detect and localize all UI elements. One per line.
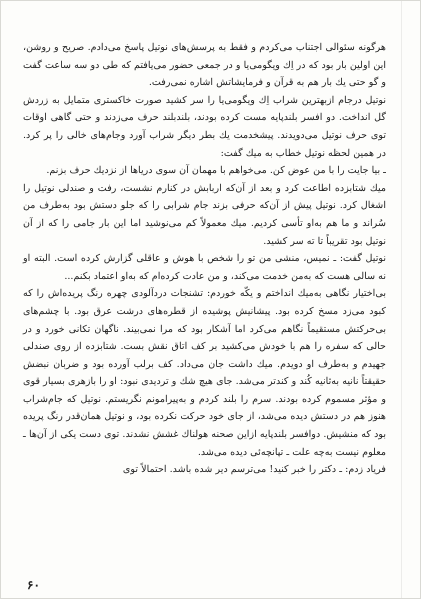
paragraph: بی‌اختیار نگاهی به‌میك انداختم و یکّه خوردم: تشنجات دردآلودی چهره رنگ پریده‌اش را که کبود می‌زد مسخ کرده بود. پیشانیش پوشیده از قطره‌های درشت عرق بود. با چشم‌های بی‌حرکتش مستقیماً نگاهم می‌کرد اما آشکار بود که مرا نمی‌بیند. ناگهان تکانی خورد و در حالی که سفره را هم با خودش می‌کشید بر کف اتاق نقش بست. شتابزده از روی صندلی جهیدم و به‌طرف او دویدم. میك داشت جان می‌داد. کف برلب آورده بود و ضربان نبضش حقیقتاً نا‌نیه به‌ثانیه کُند و کندتر می‌شد. جای هیچ شك و تردیدی نبود: او را بازهری بسیار قوی و مؤثر مسموم کرده بودند. سرم را بلند کردم و به‌پیرامونم نگریستم. نوتیل که جام‌شراب هنوز هم در دستش دیده می‌شد، از جای خود حرکت نکرده بود، و نوتیل همان‌قدر رنگ پریده بود که منشیش. دوافسر بلندپایه ازاین صحنه هولناك غشش نشدند. توی دست یکی از آن‌ها ـ معلوم نیست به‌چه علت ـ تپانچه‌ئی دیده می‌شد. (23, 288, 386, 458)
paragraph: نوتیل درجام ازبهترین شراب اِك ویگومی‌یا را سر کشید صورت خاکستری متمایل به زردش گل انداخت. دو افسر بلندپایه مست کرده بودند، بلندبلند حرف می‌زدند و حتی گاهی اوقات توی حرف نوتیل می‌دویدند. پیشخدمت یك بطر دیگر شراب آورد وجام‌های خالی را پر کرد. در همین لحظه نوتیل خطاب به میك گفت: (23, 94, 386, 159)
paragraph: هرگونه سئوالی اجتناب می‌کردم و فقط به پرسش‌های نوتیل پاسخ می‌دادم. صریح و روشن، این اولین بار بود که در اِك ویگومی‌یا و در جمعی حضور می‌یافتم که طی دو سه ساعت گفت و گو حتی یك بار هم به قرآن و فرمایشاتش اشاره نمی‌رفت. (23, 42, 386, 89)
page-number: ۶۰ (27, 578, 40, 592)
paragraph: نوتیل گفت: ـ نمیس، منشی من تو را شخص با هوش و عاقلی گزارش کرده است. البته او نه سالی هست که به‌من خدمت می‌کند، و من عادت کرده‌ام که به‌او اعتماد بکنم... (23, 253, 386, 282)
body-text (23, 39, 386, 479)
paragraph: فریاد زدم: ـ دکتر را خبر کنید! می‌ترسم دیر شده باشد. احتمالاً توی (122, 464, 386, 476)
paragraph: میك شتابزده اطاعت کرد و بعد از آن‌که اربابش در کنارم نشست، رفت و صندلی نوتیل را اشغال کرد. نوتیل پیش از آن‌که حرفی بزند جام شرابی را که جلو دستش بود به‌طرف من سُراند و ما هم به‌او تأسی کردیم. میك معمولاً کم می‌نوشید اما این بار جامی را که از آن نوتیل بود تقریباً تا ته سر کشید. (23, 182, 386, 247)
paragraph: ـ بیا جایت را با من عوض کن. می‌خواهم با مهمان آن سوی دریاها از نزدیك حرف بزنم. (46, 165, 386, 177)
scan-edge-line (401, 1, 402, 598)
